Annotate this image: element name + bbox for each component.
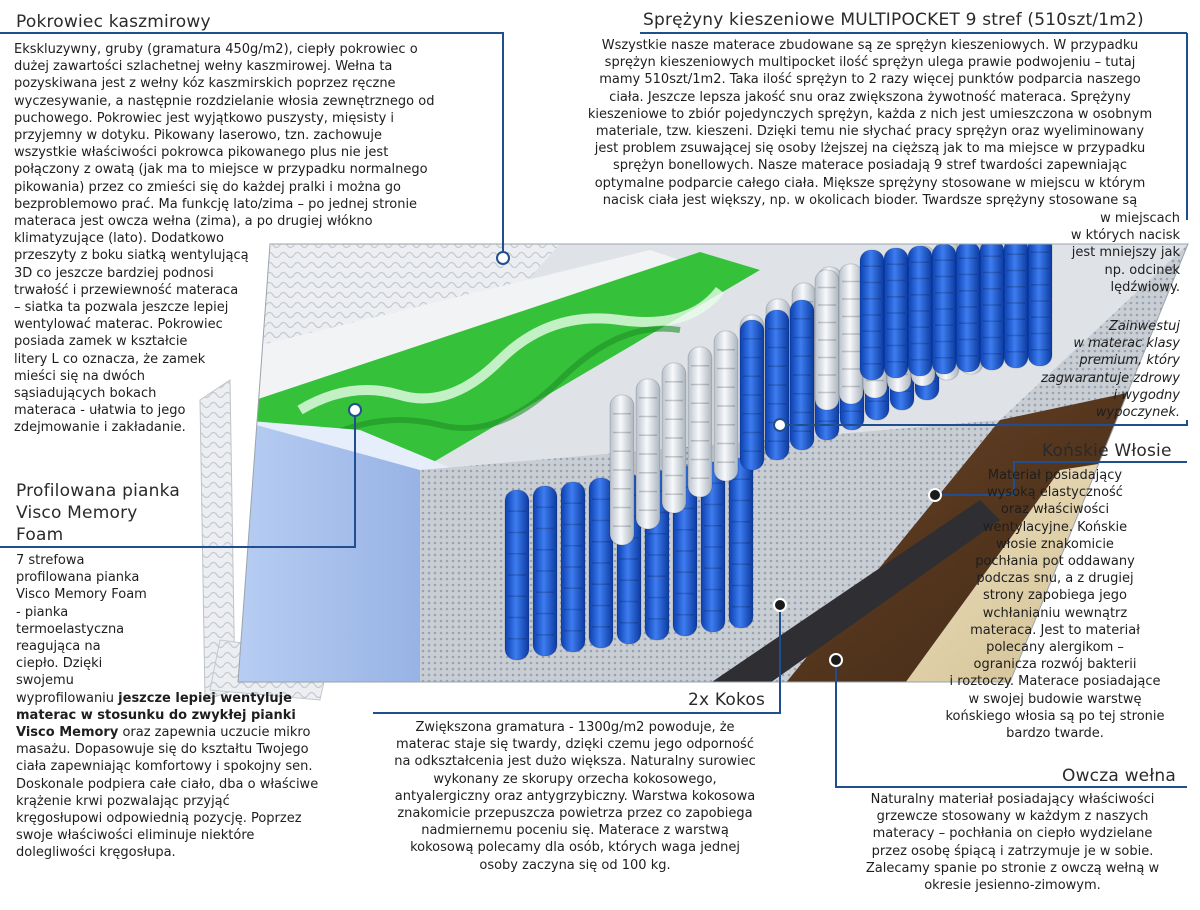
marker-coconut [774, 599, 786, 611]
springs-text-tail: w miejscach w których nacisk jest mniejszy jak np. odcinek lędźwiowy. [1070, 211, 1180, 295]
springs-title: Sprężyny kieszeniowe MULTIPOCKET 9 stref (510szt/1m2) [643, 10, 1144, 30]
wool-text: Naturalny materiał posiadający właściwości grzewcze stosowany w każdym z naszych materacy – pochłania on ciepło wydzielane przez osobę śpiącą i zatrzymuje je w sobie. Zalecamy spanie po stronie z owczą wełną w okresie jesienno-zimowym. [865, 792, 1160, 894]
coconut-text: Zwiększona gramatura - 1300g/m2 powoduje, że materac staje się twardy, dzięki czemu jego odporność na odkształcenia jest dużo większa. Naturalny surowiec wykonany ze skorupy orzecha kokosowego, antyalergiczny oraz antygrzybiczny. Warstwa kokosowa znakomicie przepuszcza powietrza przez co zapobiega nadmiernemu poceniu się. Materace z warstwą kokosową polecamy dla osób, których waga jednej osoby zaczyna się od 100 kg. [394, 720, 756, 873]
marker-springs [774, 419, 786, 431]
cashmere-title: Pokrowiec kaszmirowy [16, 12, 211, 32]
horsehair-title: Końskie Włosie [1042, 441, 1172, 461]
marker-cashmere [497, 252, 509, 264]
horsehair-text: Materiał posiadający wysoką elastyczność oraz właściwości wentylacyjne. Końskie włosie znakomicie pochłania pot oddawany podczas snu, a z drugiej strony zapobiega jego wchłanianiu wewnątrz materaca. Jest to materiał polecany alergikom – ogranicza rozwój bakterii i roztoczy. Materace posiadające w swojej budowie warstwę końskiego włosia są po tej stronie bardzo twarde. [945, 468, 1165, 742]
memory-foam-text: 7 strefowa profilowana pianka Visco Memory Foam - pianka termoelastyczna reagująca na ciepło. Dzięki swojemu wyprofilowaniu jeszcze lepiej wentyluje materac w stosunku do zwykłej pianki Visco Memory oraz zapewnia uczucie mikro masażu. Dopasowuje się do kształtu Twojego ciała zapewniając komfortowy i spokojny sen. Doskonale podpiera całe ciało, dba o właściwe krążenie krwi pozwalając przyjąć kręgosłupowi odpowiednią pozycję. Poprzez swoje właściwości eliminuje niektóre dolegliwości kręgosłupa. [16, 553, 319, 861]
memory-foam-title: Profilowana pianka Viscо Memory Foam [16, 481, 180, 545]
springs-slogan: Zainwestuj w materac klasy premium, który zagwarantuje zdrowy i wygodny wypoczynek. [1041, 319, 1180, 421]
springs-text: Wszystkie nasze materace zbudowane są ze sprężyn kieszeniowych. W przypadku sprężyn kieszeniowych multipocket ilość sprężyn ulega prawie podwojeniu – tutaj mamy 510szt/1m2. Taka ilość sprężyn to 2 razy więcej punktów podparcia naszego ciała. Jeszcze lepsza jakość snu oraz zwiększona żywotność materaca. Sprężyny kieszeniowe to zbiór pojedynczych sprężyn, każda z nich jest umieszczona w osobnym materiale, tzw. kieszeni. Dzięki temu nie słychać pracy sprężyn oraz wyeliminowany jest problem zsuwającej się osoby lżejszej na cięższą jak to ma miejsce w przypadku sprężyn bonellowych. Nasze materace posiadają 9 stref twardości zapewniając optymalne podparcie całego ciała. Miększe sprężyny stosowane w miejscu w którym nacisk ciała jest większy, np. w okolicach bioder. Twardsze sprężyny stosowane są [587, 38, 1153, 208]
coconut-title: 2x Kokos [688, 690, 766, 710]
wool-title: Owcza wełna [1062, 766, 1176, 786]
marker-wool [830, 654, 842, 666]
cashmere-text: Ekskluzywny, gruby (gramatura 450g/m2), ciepły pokrowiec o dużej zawartości szlachetnej wełny kaszmirowej. Wełna ta pozyskiwana jest z wełny kóz kaszmirskich poprzez ręczne wyczesywanie, a następnie rozdzielanie włosia zewnętrznego od puchowego. Pokrowiec jest wyjątkowo puszysty, mięsisty i przyjemny w dotyku. Pikowany laserowo, tzn. zachowuje wszystkie właściwości pokrowca pikowanego plus nie jest połączony z owatą (jak ma to miejsce w przypadku normalnego pikowania) przez co zmieści się do każdej pralki i można go bezproblemowo prać. Ma funkcję lato/zima – po jednej stronie materaca jest owcza wełna (zima), a po drugiej włókno klimatyzujące (lato). Dodatkowo przeszyty z boku siatką wentylującą 3D co jeszcze bardziej podnosi trwałość i przewiewność materaca – siatka ta pozwala jeszcze lepiej wentylować materac. Pokrowiec posiada zamek w kształcie litery L co oznacza, że zamek mieści się na dwóch sąsiadujących bokach materaca - ułatwia to jego zdejmowanie i zakładanie. [14, 42, 435, 436]
